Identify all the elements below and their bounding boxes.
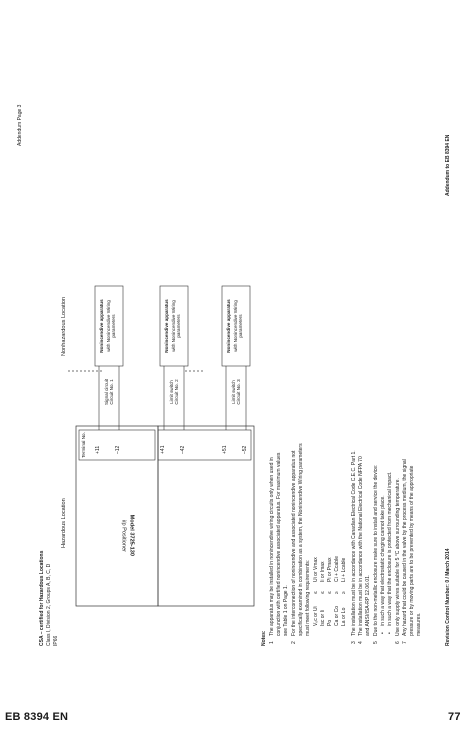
note-text: conjunction with certified nonincendive associated apparatus. For maximum values bbox=[276, 452, 282, 636]
apparatus-sub-2: with Nonincendive Wiring parameters bbox=[171, 300, 182, 352]
note-text: see Table 1 on Page 1. bbox=[283, 584, 289, 636]
footer-page-number: 77 bbox=[448, 711, 461, 723]
req-op: ≤ bbox=[327, 591, 333, 594]
notes-heading: Notes: bbox=[261, 630, 267, 646]
revision-control: Revision Control Number: 0 / March 2014 bbox=[445, 548, 451, 646]
note-text: in such a way that electrostatic charging cannot take place. bbox=[380, 495, 386, 626]
req-right: Pi or Pmax bbox=[327, 557, 333, 582]
title-line-1: CSA – certified for Hazardous Locations bbox=[39, 550, 45, 646]
terminal-header: Terminal No. bbox=[81, 432, 86, 458]
title-line-3: IP66 bbox=[53, 635, 59, 646]
req-left: Po bbox=[327, 619, 333, 626]
note-text: in such a way that the enclosure is protected from mechanical impact. bbox=[387, 471, 393, 626]
note-text: The apparatus may be installed in nonincendive wiring circuits only when used in bbox=[269, 457, 275, 636]
terminal-box-lower bbox=[158, 430, 251, 460]
positioner-box-lower bbox=[158, 426, 254, 606]
note-text: must meet following requirements: bbox=[305, 559, 311, 636]
req-op: ≥ bbox=[341, 591, 347, 594]
req-right: Ui or Vmax bbox=[313, 557, 319, 582]
apparatus-sub-3: with Nonincendive Wiring parameters bbox=[233, 300, 244, 352]
req-left: Ca or Co bbox=[334, 605, 340, 626]
note-text: pressure or by moving parts are to be prevented by means of the appropriate bbox=[409, 465, 415, 636]
req-left: La or Lo bbox=[341, 607, 347, 626]
circuit-label-2: Limit switch Circuit No. 2 bbox=[169, 379, 180, 405]
positioner-type-label: i/p Positioner bbox=[120, 519, 127, 552]
apparatus-title-2: Nonincendive apparatus bbox=[164, 299, 169, 353]
note-text: and ANSI/ISA-RP 12.06.01. bbox=[365, 574, 371, 636]
note-bullet: • bbox=[387, 632, 393, 634]
rotated-page-content bbox=[0, 64, 474, 666]
addendum-page-label: Addendum Page 3 bbox=[17, 104, 23, 146]
title-line-2: Class I, Division 2, Groups A, B, C, D bbox=[46, 563, 52, 646]
note-text: The installation must be in accordance with Canadian Electrical Code C.E.C. Part 1. bbox=[351, 450, 357, 636]
note-number: 5 bbox=[373, 641, 379, 644]
circuit-label-3: Limit switch Circuit No. 3 bbox=[231, 379, 242, 405]
note-text: measures. bbox=[416, 612, 422, 636]
apparatus-title-1: Nonincendive apparatus bbox=[99, 299, 104, 353]
note-number: 2 bbox=[291, 641, 297, 644]
terminal-number: –52 bbox=[242, 445, 248, 454]
note-number: 4 bbox=[358, 641, 364, 644]
apparatus-title-3: Nonincendive apparatus bbox=[226, 299, 231, 353]
hazardous-location-label: Hazardous Location bbox=[61, 498, 67, 548]
req-right: Ci + Ccable bbox=[334, 556, 340, 582]
note-number: 7 bbox=[402, 641, 408, 644]
terminal-number: –12 bbox=[115, 445, 121, 454]
note-text: Use only supply wires suitable for 5 °C above surrounding temperature. bbox=[395, 478, 401, 636]
terminal-number: +41 bbox=[160, 445, 166, 454]
req-op: ≤ bbox=[313, 591, 319, 594]
req-right: Li + Lcable bbox=[341, 557, 347, 582]
note-bullet: • bbox=[380, 632, 386, 634]
note-text: For the interconnection of nonincendive and associated nonincendive apparatus not bbox=[291, 450, 297, 636]
note-text: Due to the non-metallic enclosure make sure to install and service the device: bbox=[373, 464, 379, 636]
req-left: Isc or Ii bbox=[320, 609, 326, 626]
req-right: Ii or Imax bbox=[320, 561, 326, 582]
positioner-model-label: Model 3725-130 bbox=[128, 514, 135, 556]
circuit-label-1: Signal circuit Circuit No. 1 bbox=[104, 378, 115, 406]
req-op: ≥ bbox=[334, 591, 340, 594]
note-text: Any hazard that could be caused in the valve by the process medium, the signal bbox=[402, 459, 408, 636]
terminal-number: +11 bbox=[95, 445, 101, 454]
note-text: The installation must be in accordance with the National Electrical Code NFPA 70 bbox=[358, 456, 364, 636]
footer-doc-number: EB 8394 EN bbox=[5, 711, 69, 723]
terminal-number: –42 bbox=[180, 445, 186, 454]
note-number: 1 bbox=[269, 641, 275, 644]
note-number: 6 bbox=[395, 641, 401, 644]
req-left: Vₒc or Ui bbox=[313, 606, 319, 626]
note-text: specifically examined in combination as a system, the Nonincendive Wiring parameters bbox=[298, 443, 304, 636]
apparatus-sub-1: with Nonincendive Wiring parameters bbox=[106, 300, 117, 352]
addendum-reference: Addendum to EB 8394 EN bbox=[445, 134, 451, 196]
terminal-number: +51 bbox=[222, 445, 228, 454]
req-op: ≤ bbox=[320, 591, 326, 594]
note-number: 3 bbox=[351, 641, 357, 644]
nonhazardous-location-label: Nonhazardous Location bbox=[61, 296, 67, 356]
